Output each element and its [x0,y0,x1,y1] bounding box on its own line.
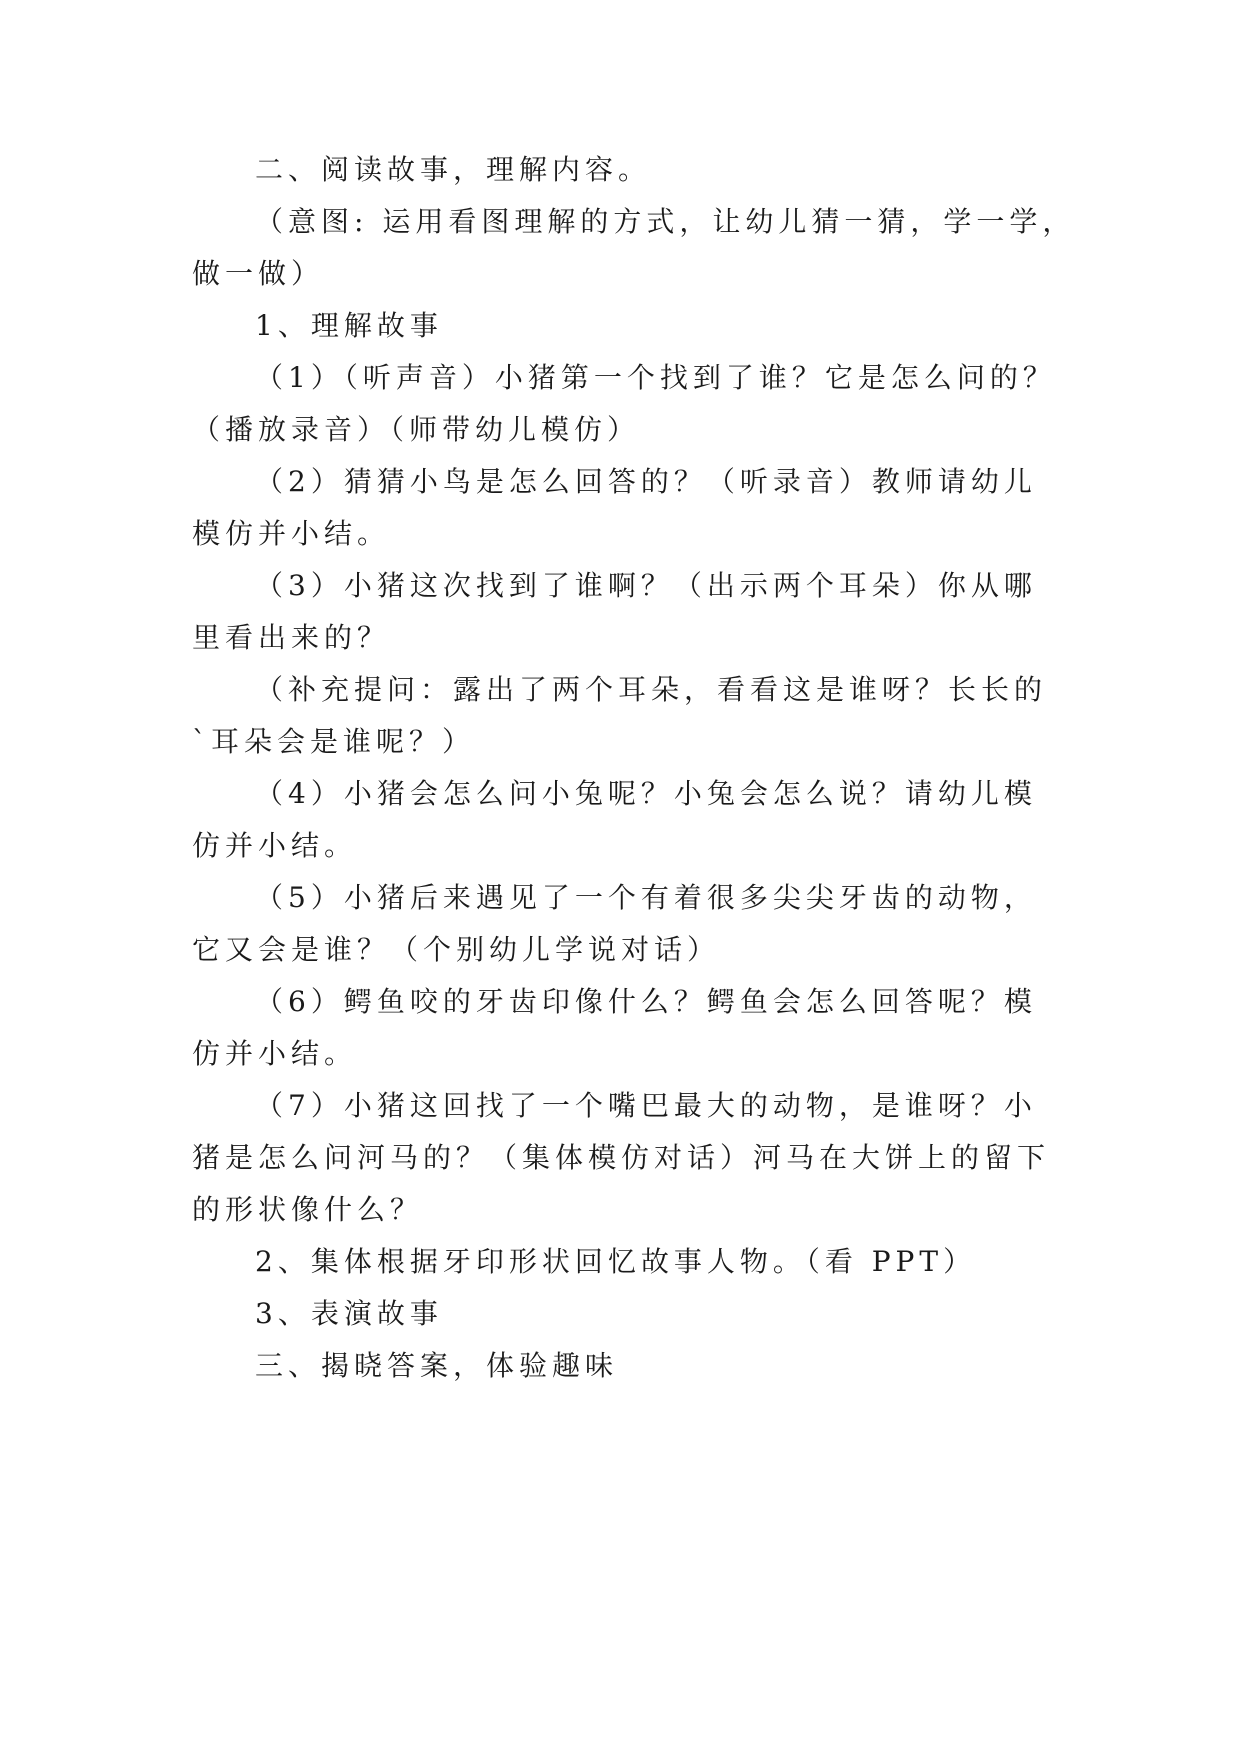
subsection-heading-3: 3、表演故事 [255,1297,443,1330]
paragraph-line: （补充提问：露出了两个耳朵，看看这是谁呀？长长的 [255,673,1048,706]
paragraph-line: （3）小猪这次找到了谁啊？（出示两个耳朵）你从哪 [255,569,1037,602]
paragraph-line: 仿并小结。 [192,829,358,862]
paragraph-line: （播放录音）（师带幼儿模仿） [192,413,641,446]
subsection-heading-1: 1、理解故事 [255,309,443,342]
paragraph-line: `耳朵会是谁呢？） [192,725,476,758]
paragraph-line: 模仿并小结。 [192,517,391,550]
paragraph-line: （7）小猪这回找了一个嘴巴最大的动物，是谁呀？小 [255,1089,1037,1122]
section-heading-3: 三、揭晓答案，体验趣味 [255,1349,619,1382]
paragraph-line: 它又会是谁？（个别幼儿学说对话） [192,933,721,966]
paragraph-line: 做一做） [192,257,325,290]
paragraph-line: 里看出来的？ [192,621,391,654]
subsection-heading-2: 2、集体根据牙印形状回忆故事人物。（看 PPT） [255,1245,977,1278]
paragraph-line: （意图: 运用看图理解的方式，让幼儿猜一猜，学一学， [255,205,1076,238]
paragraph-line: （1）（听声音）小猪第一个找到了谁？它是怎么问的？ [255,361,1056,394]
section-heading-2: 二、阅读故事，理解内容。 [255,153,652,186]
paragraph-line: （6）鳄鱼咬的牙齿印像什么？鳄鱼会怎么回答呢？模 [255,985,1037,1018]
paragraph-line: （5）小猪后来遇见了一个有着很多尖尖牙齿的动物， [255,881,1037,914]
paragraph-line: 仿并小结。 [192,1037,358,1070]
paragraph-line: （2）猜猜小鸟是怎么回答的？（听录音）教师请幼儿 [255,465,1037,498]
paragraph-line: （4）小猪会怎么问小兔呢？小兔会怎么说？请幼儿模 [255,777,1037,810]
paragraph-line: 猪是怎么问河马的？（集体模仿对话）河马在大饼上的留下 [192,1141,1051,1174]
paragraph-line: 的形状像什么？ [192,1193,424,1226]
